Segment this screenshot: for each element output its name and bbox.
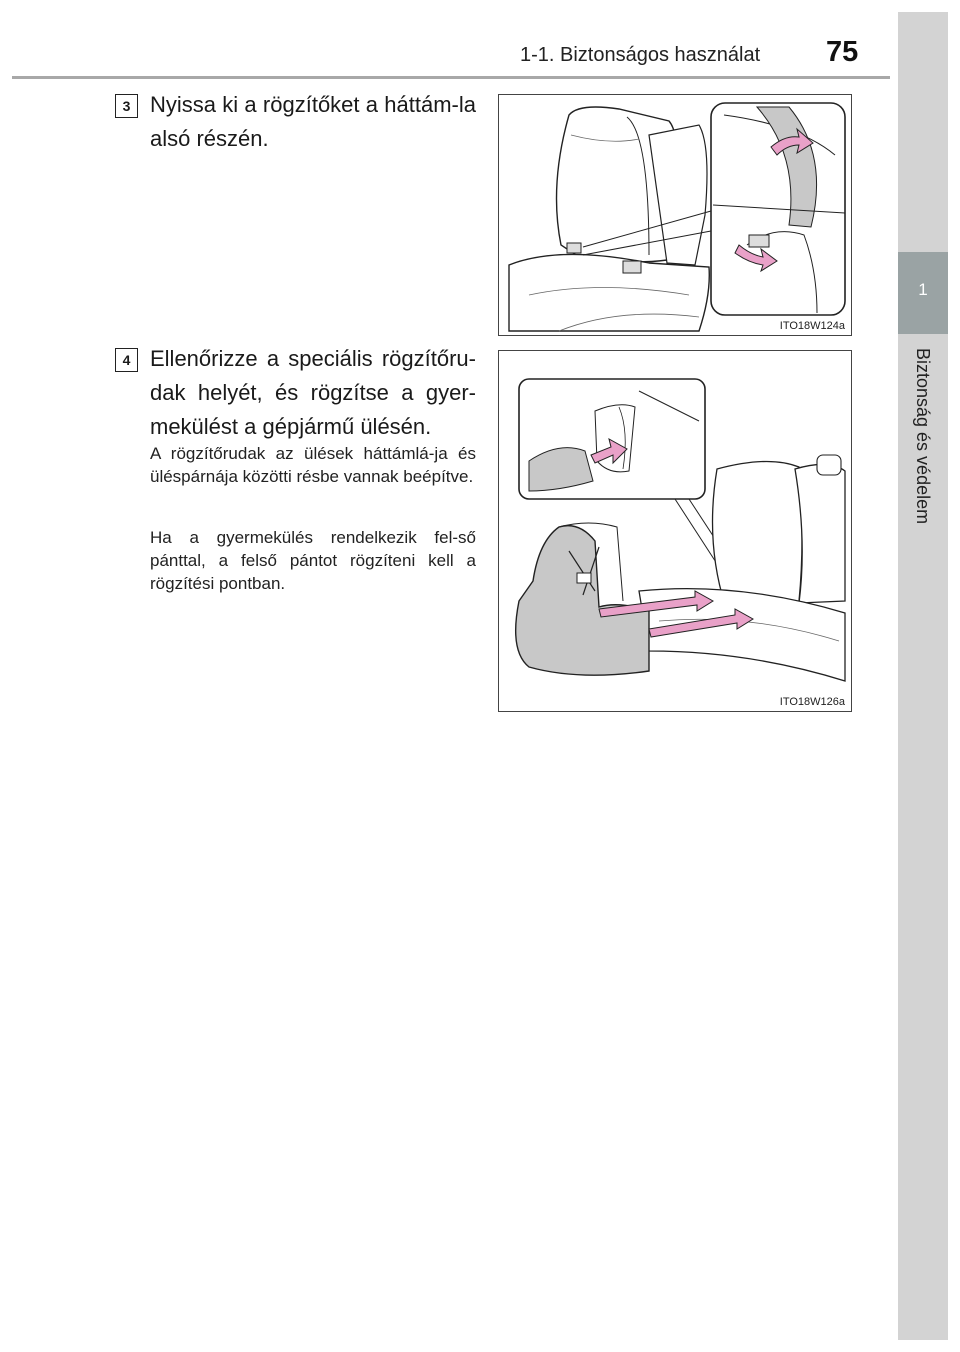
step-number-3: 3 [115,94,138,118]
page-number: 75 [826,36,859,68]
figure-code: ITO18W126a [779,696,845,708]
step-4-paragraph-2: Ha a gyermekülés rendelkezik fel-ső pánttal, a felső pántot rögzíteni kell a rögzítési pontban. [150,528,476,593]
header-section-title: 1-1. Biztonságos használat [520,44,761,66]
chapter-number: 1 [918,280,928,299]
step-4-paragraph-1: A rögzítőrudak az ülések háttámlá-ja és üléspárnája közötti résbe vannak beépítve. [150,444,476,486]
seat-latch-illustration [499,95,851,335]
header-divider [12,76,890,79]
step-3-title: Nyissa ki a rögzítőket a háttám-la alsó részén. [150,92,476,151]
figure-latch-opening [498,94,852,336]
child-seat-illustration [499,351,851,711]
figure-code: ITO18W124a [779,320,845,332]
step-4-title: Ellenőrizze a speciális rögzítőru-dak helyét, és rögzítse a gyer-mekülést a gépjármű ülésén. [150,346,476,439]
figure-child-seat-installation [498,350,852,712]
step-number-4: 4 [115,348,138,372]
chapter-title: Biztonság és védelem [913,348,933,525]
chapter-side-tab [898,12,948,1340]
